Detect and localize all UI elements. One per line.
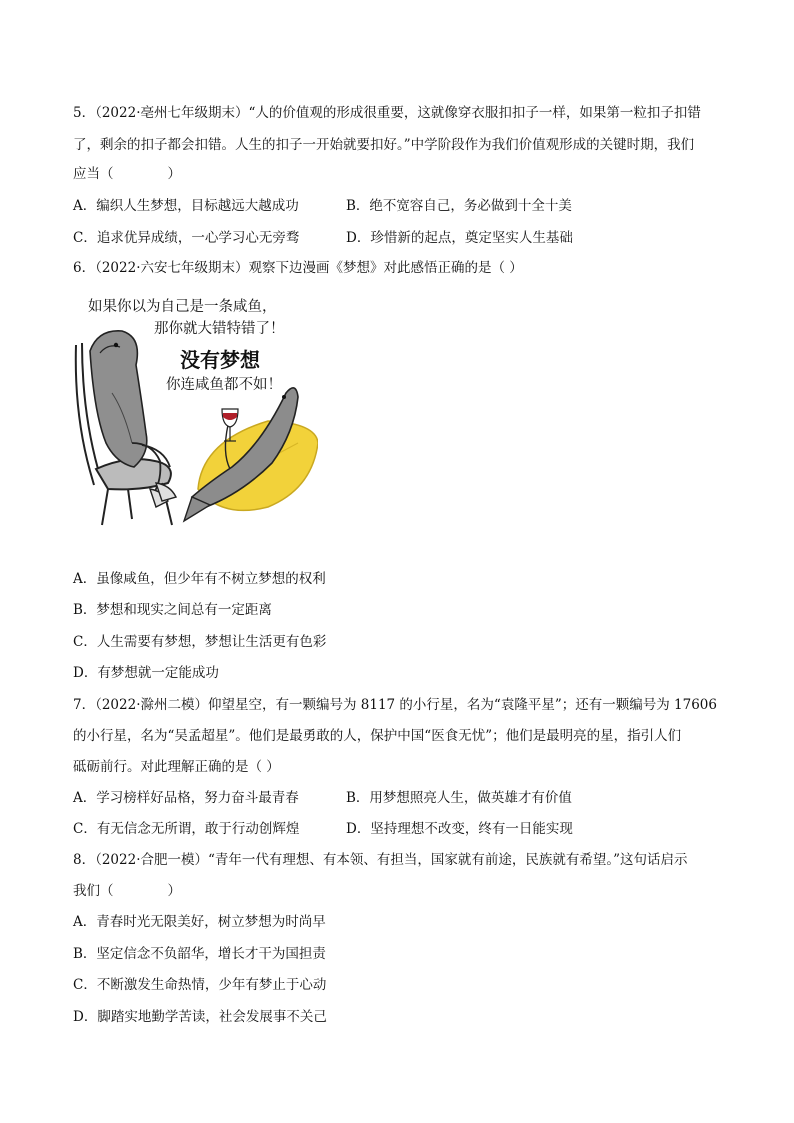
- q6-option-d: D．有梦想就一定能成功: [73, 665, 219, 681]
- q7-stem-line-1: 7．（2022·滁州二模）仰望星空，有一颗编号为 8117 的小行星，名为“袁隆平星”；还有一颗编号为 17606: [73, 697, 717, 713]
- q8-option-a: A．青春时光无限美好，树立梦想为时尚早: [73, 914, 326, 930]
- q5-stem-line-1: 5．（2022·亳州七年级期末）“人的价值观的形成很重要，这就像穿衣服扣扣子一样，如果第一粒扣子扣错: [73, 105, 701, 121]
- q8-option-b: B．坚定信念不负韶华，增长才干为国担责: [73, 946, 326, 962]
- q7-stem-line-2: 的小行星，名为“吴孟超星”。他们是最勇敢的人，保护中国“医食无忧”；他们是最明亮的星，指引人们: [73, 728, 682, 744]
- q5-stem-line-3: 应当（ ）: [73, 166, 181, 182]
- q7-option-b: B．用梦想照亮人生，做英雄才有价值: [346, 790, 572, 806]
- q7-option-d: D．坚持理想不改变，终有一日能实现: [346, 821, 573, 837]
- q7-stem-line-3: 砥砺前行。对此理解正确的是（ ）: [73, 759, 280, 775]
- q5-option-a: A．编织人生梦想，目标越远大越成功: [73, 198, 299, 214]
- q8-stem-line-2: 我们（ ）: [73, 883, 181, 899]
- q5-option-d: D．珍惜新的起点，奠定坚实人生基础: [346, 230, 573, 246]
- comic-text-line-1: 如果你以为自己是一条咸鱼，: [88, 299, 277, 315]
- dream-comic-illustration: [72, 293, 318, 527]
- q6-stem-line-1: 6．（2022·六安七年级期末）观察下边漫画《梦想》对此感悟正确的是（ ）: [73, 260, 523, 276]
- q6-option-c: C．人生需要有梦想，梦想让生活更有色彩: [73, 634, 327, 650]
- q8-option-d: D．脚踏实地勤学苦读，社会发展事不关己: [73, 1009, 327, 1025]
- q8-stem-line-1: 8．（2022·合肥一模）“青年一代有理想、有本领、有担当，国家就有前途，民族就有希望。”这句话启示: [73, 852, 688, 868]
- q8-option-c: C．不断激发生命热情，少年有梦止于心动: [73, 977, 327, 993]
- comic-text-line-4: 你连咸鱼都不如！: [166, 377, 282, 393]
- comic-text-line-2: 那你就大错特错了！: [154, 321, 285, 337]
- q5-option-b: B．绝不宽容自己，务必做到十全十美: [346, 198, 572, 214]
- q5-option-c: C．追求优异成绩，一心学习心无旁骛: [73, 230, 300, 246]
- comic-svg: [72, 293, 318, 527]
- q5-stem-line-2: 了，剩余的扣子都会扣错。人生的扣子一开始就要扣好。”中学阶段作为我们价值观形成的关键时期，我们: [73, 137, 695, 153]
- q7-option-c: C．有无信念无所谓，敢于行动创辉煌: [73, 821, 300, 837]
- comic-text-line-3: 没有梦想: [180, 348, 260, 372]
- q7-option-a: A．学习榜样好品格，努力奋斗最青春: [73, 790, 299, 806]
- q6-option-b: B．梦想和现实之间总有一定距离: [73, 602, 272, 618]
- q6-option-a: A．虽像咸鱼，但少年有不树立梦想的权利: [73, 571, 326, 587]
